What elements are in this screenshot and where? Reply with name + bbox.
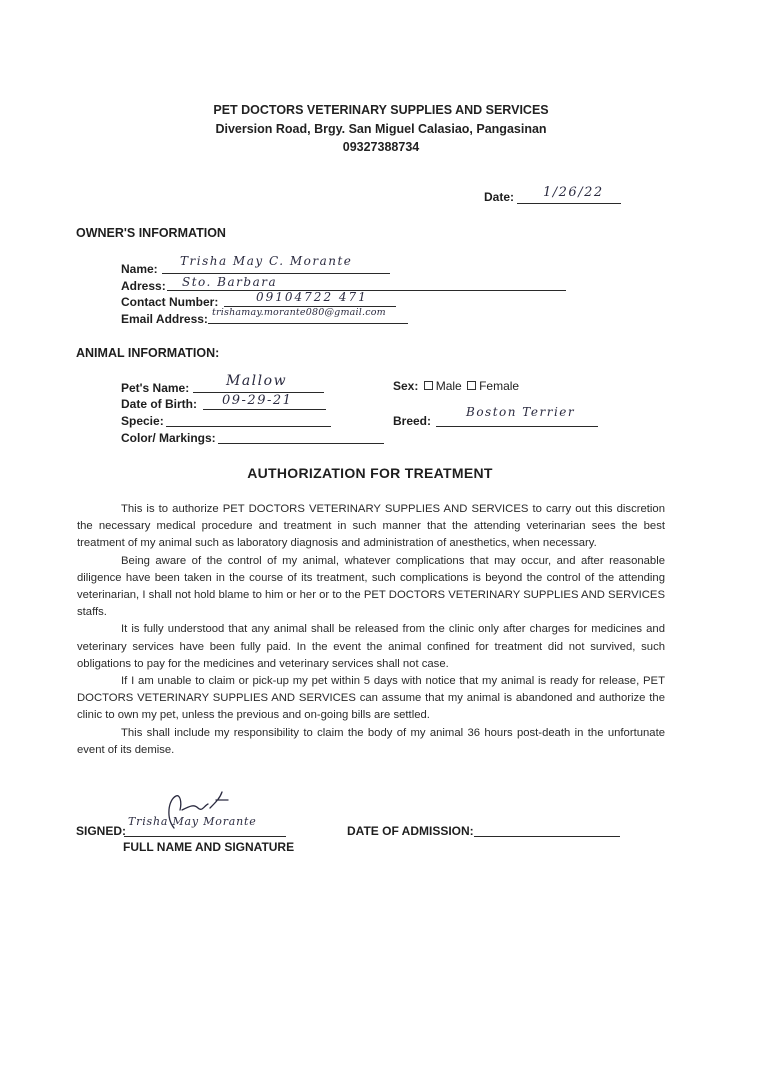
signed-label: SIGNED: [76,824,127,838]
breed-label: Breed: [393,414,432,428]
company-address: Diversion Road, Brgy. San Miguel Calasiao, Pangasinan [215,122,547,136]
breed-value: Boston Terrier [466,405,576,419]
owner-email-value: trishamay.morante080@gmail.com [212,307,386,318]
owner-address-label: Adress: [121,279,166,293]
authorization-paragraph-3: It is fully understood that any animal shall be released from the clinic only after charges for medicines and veterinary services have been fully paid. In the event the animal confined for treatment did not survived, such obligations to pay for the medicines and veterinary services shall not case. [77,623,665,670]
female-option-label: Female [479,379,520,393]
color-line [218,443,384,444]
sex-field [393,379,519,393]
owner-name-line [162,273,390,274]
owner-address-value: Sto. Barbara [182,275,278,289]
owner-email-label: Email Address: [121,312,208,326]
dob-line [203,409,326,410]
signature-value: Trisha May Morante [128,815,257,828]
authorization-paragraph-2: Being aware of the control of my animal, whatever complications that may occur, and after reasonable diligence have been taken in the course of its treatment, such complications is beyond the control of the attending veterinarian, I shall not hold blame to him or her or to the PET DOCTORS VETERINARY SUPPLIES AND SERVICES staffs. [77,554,665,619]
company-phone: 09327388734 [342,140,420,154]
dob-label: Date of Birth: [121,397,197,411]
pet-name-label: Pet's Name: [121,381,190,395]
date-label: Date: [484,190,515,204]
owner-name-label: Name: [121,262,158,276]
color-label: Color/ Markings: [121,431,216,445]
signature-scribble-icon [160,788,240,833]
company-name: PET DOCTORS VETERINARY SUPPLIES AND SERVICES [213,103,549,117]
pet-name-value: Mallow [226,373,288,389]
owner-email-line [208,323,408,324]
full-name-signature-label: FULL NAME AND SIGNATURE [123,840,295,854]
authorization-paragraph-1: This is to authorize PET DOCTORS VETERINARY SUPPLIES AND SERVICES to carry out this discretion the necessary medical procedure and treatment in such manner that the attending veterinarian sees the best treatment of my animal such as laboratory diagnosis and administration of anesthetics, when necessary. [77,503,665,550]
owner-section-title: OWNER'S INFORMATION [76,226,226,240]
animal-section-title: ANIMAL INFORMATION: [76,346,220,360]
male-option-label: Male [435,379,462,393]
date-of-admission-label: DATE OF ADMISSION: [347,824,474,838]
authorization-title: AUTHORIZATION FOR TREATMENT [247,465,493,481]
authorization-paragraph-4: If I am unable to claim or pick-up my pet within 5 days with notice that my animal is ready for release, PET DOCTORS VETERINARY SUPPLIES AND SERVICES can assume that my animal is abandoned and authorize the clinic to own my pet, unless the previous and on-going bills are settled. [77,675,665,722]
specie-label: Specie: [121,414,164,428]
owner-contact-label: Contact Number: [121,295,219,309]
female-checkbox[interactable] [467,381,476,390]
male-checkbox[interactable] [424,381,433,390]
authorization-body [77,501,665,759]
sex-label: Sex: [393,379,419,393]
date-line [517,203,621,204]
breed-line [436,426,598,427]
date-value: 1/26/22 [543,185,604,200]
signature-line [124,836,286,837]
dob-value: 09-29-21 [222,393,293,408]
owner-name-value: Trisha May C. Morante [180,254,353,268]
specie-line [166,426,331,427]
authorization-paragraph-5: This shall include my responsibility to claim the body of my animal 36 hours post-death in the unfortunate event of its demise. [77,726,665,756]
owner-contact-value: 09104722 471 [256,290,368,304]
date-of-admission-line [474,836,620,837]
